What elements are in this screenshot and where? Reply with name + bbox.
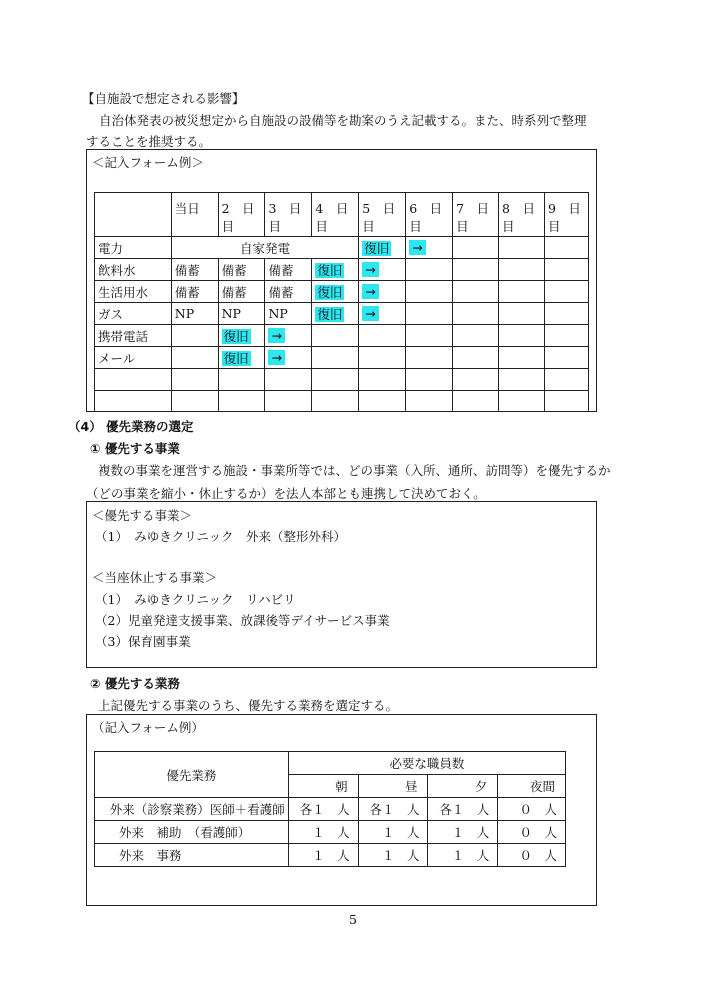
section4-title: （4） 優先業務の選定 — [68, 419, 194, 434]
cell-empty — [359, 347, 406, 369]
impact-header-corner — [95, 193, 172, 237]
cell-empty — [544, 259, 588, 281]
staff-header-row — [95, 752, 566, 775]
arrow-right-icon: → — [362, 306, 378, 321]
task-name: 外来（診察業務）医師＋看護師 — [95, 798, 289, 821]
impact-para-line2: することを推奨する。 — [86, 134, 212, 149]
impact-header-day6-bottom: 目 — [409, 219, 422, 234]
impact-header-day7 — [453, 193, 499, 237]
staff-table — [94, 751, 566, 867]
cell-stock: 備蓄 — [218, 259, 265, 281]
cell-empty — [406, 325, 453, 347]
impact-header-day4-top: 4 日 — [315, 201, 349, 216]
sub1-para-line2: （どの事業を縮小・休止するか）を法人本部とも連携して決めておく。 — [86, 486, 486, 501]
impact-header-day5 — [359, 193, 406, 237]
table-row — [95, 844, 566, 867]
task-col-header: 優先業務 — [95, 752, 289, 798]
suspend-item-1: （1） みゆきクリニック リハビリ — [95, 592, 296, 607]
cell-empty — [499, 325, 545, 347]
suspend-item-3: （3）保育園事業 — [95, 634, 191, 649]
cell-empty — [171, 325, 218, 347]
table-row — [95, 237, 589, 259]
staff-count: ０ 人 — [498, 821, 566, 844]
impact-header-day6 — [406, 193, 453, 237]
cell-empty — [544, 347, 588, 369]
restore-highlight: 復旧 — [223, 350, 249, 366]
restore-highlight: 復旧 — [317, 284, 343, 300]
cell-empty — [312, 325, 359, 347]
staff-count: 各１ 人 — [288, 798, 358, 821]
row-label: 飲料水 — [95, 259, 172, 281]
impact-header-day7-bottom: 目 — [456, 219, 469, 234]
cell-arrow — [359, 281, 406, 303]
task-name: 外来 事務 — [95, 844, 289, 867]
impact-header-day4 — [312, 193, 359, 237]
cell-empty — [499, 259, 545, 281]
cell-arrow — [265, 347, 312, 369]
table-row — [95, 347, 589, 369]
staff-group-header: 必要な職員数 — [288, 752, 565, 775]
cell-empty — [499, 237, 545, 259]
impact-header-day6-top: 6 日 — [409, 201, 443, 216]
cell-restore — [312, 281, 359, 303]
impact-header-day2-top: 2 日 — [221, 201, 255, 216]
table-row — [95, 798, 566, 821]
cell-arrow — [359, 259, 406, 281]
cell-stock: 備蓄 — [171, 259, 218, 281]
staff-count: １ 人 — [358, 844, 428, 867]
row-label: 携帯電話 — [95, 325, 172, 347]
cell-np: NP — [171, 303, 218, 325]
cell-private-generation: 自家発電 — [171, 237, 359, 259]
cell-empty — [359, 325, 406, 347]
impact-para-line1: 自治体発表の被災想定から自施設の設備等を勘案のうえ記載する。また、時系列で整理 — [99, 113, 587, 128]
cell-np: NP — [265, 303, 312, 325]
cell-empty — [499, 347, 545, 369]
task-name: 外来 補助 （看護師） — [95, 821, 289, 844]
cell-empty — [544, 281, 588, 303]
time-morning: 朝 — [288, 775, 358, 798]
page-number: 5 — [349, 912, 357, 927]
row-label: 電力 — [95, 237, 172, 259]
impact-header-day8-bottom: 目 — [502, 219, 515, 234]
arrow-right-icon: → — [268, 328, 284, 343]
restore-highlight: 復旧 — [364, 240, 390, 256]
time-noon: 昼 — [358, 775, 428, 798]
impact-header-day3 — [265, 193, 312, 237]
cell-empty — [544, 325, 588, 347]
table-row — [95, 303, 589, 325]
sub2-para: 上記優先する事業のうち、優先する業務を選定する。 — [98, 698, 399, 713]
impact-header-day4-bottom: 目 — [315, 219, 328, 234]
impact-header-day8-top: 8 日 — [502, 201, 535, 216]
impact-header-day7-top: 7 日 — [456, 201, 490, 216]
staff-count: １ 人 — [428, 821, 498, 844]
task-form-label: （記入フォーム例） — [92, 720, 204, 735]
table-row — [95, 259, 589, 281]
cell-restore — [218, 325, 265, 347]
cell-stock: 備蓄 — [171, 281, 218, 303]
row-label: ガス — [95, 303, 172, 325]
impact-header-day5-top: 5 日 — [362, 201, 396, 216]
cell-restore — [312, 303, 359, 325]
row-label: 生活用水 — [95, 281, 172, 303]
staff-count: １ 人 — [358, 821, 428, 844]
table-row-empty — [95, 391, 589, 412]
restore-highlight: 復旧 — [317, 306, 343, 322]
sub1-para-line1: 複数の事業を運営する施設・事業所等では、どの事業（入所、通所、訪問等）を優先するか — [98, 463, 611, 478]
sub2-title: ② 優先する業務 — [90, 676, 180, 691]
arrow-right-icon: → — [362, 284, 378, 299]
restore-highlight: 復旧 — [223, 328, 249, 344]
priority-item-1: （1） みゆきクリニック 外来（整形外科） — [95, 529, 346, 544]
staff-count: 各１ 人 — [428, 798, 498, 821]
impact-table — [94, 192, 589, 412]
cell-arrow — [406, 237, 453, 259]
impact-title: 【自施設で想定される影響】 — [82, 91, 245, 106]
cell-arrow — [359, 303, 406, 325]
cell-restore — [312, 259, 359, 281]
cell-empty — [453, 303, 499, 325]
priority-label: ＜優先する事業＞ — [92, 508, 193, 523]
cell-empty — [453, 347, 499, 369]
impact-header-day3-top: 3 日 — [268, 201, 302, 216]
impact-header-day3-bottom: 目 — [268, 219, 281, 234]
cell-empty — [406, 347, 453, 369]
staff-count: １ 人 — [288, 844, 358, 867]
cell-empty — [406, 281, 453, 303]
table-row — [95, 821, 566, 844]
cell-restore — [359, 237, 406, 259]
sub1-title: ① 優先する事業 — [90, 441, 180, 456]
suspend-label: ＜当座休止する事業＞ — [92, 570, 218, 585]
cell-empty — [453, 325, 499, 347]
row-label: メール — [95, 347, 172, 369]
cell-empty — [171, 347, 218, 369]
time-evening: 夕 — [428, 775, 498, 798]
impact-header-row — [95, 193, 589, 237]
arrow-right-icon: → — [409, 240, 425, 255]
cell-stock: 備蓄 — [265, 259, 312, 281]
impact-form-label: ＜記入フォーム例＞ — [92, 155, 204, 170]
staff-count: ０ 人 — [498, 798, 566, 821]
staff-count: １ 人 — [428, 844, 498, 867]
impact-header-day2-bottom: 目 — [221, 219, 235, 234]
cell-empty — [544, 237, 588, 259]
cell-empty — [406, 303, 453, 325]
suspend-item-2: （2）児童発達支援事業、放課後等デイサービス事業 — [95, 613, 390, 628]
table-row — [95, 281, 589, 303]
cell-empty — [453, 281, 499, 303]
impact-header-day9 — [544, 193, 588, 237]
cell-empty — [453, 259, 499, 281]
arrow-right-icon: → — [362, 262, 378, 277]
cell-restore — [218, 347, 265, 369]
staff-count: １ 人 — [288, 821, 358, 844]
impact-header-day5-bottom: 目 — [362, 219, 375, 234]
impact-header-day8 — [499, 193, 545, 237]
restore-highlight: 復旧 — [317, 262, 343, 278]
time-night: 夜間 — [498, 775, 566, 798]
staff-count: ０ 人 — [498, 844, 566, 867]
impact-header-day2 — [218, 193, 265, 237]
cell-empty — [312, 347, 359, 369]
cell-np: NP — [218, 303, 265, 325]
impact-header-day9-top: 9 日 — [547, 201, 581, 216]
table-row — [95, 325, 589, 347]
cell-empty — [499, 281, 545, 303]
cell-empty — [453, 237, 499, 259]
arrow-right-icon: → — [268, 350, 284, 365]
impact-header-day9-bottom: 目 — [547, 219, 561, 234]
cell-empty — [499, 303, 545, 325]
cell-empty — [544, 303, 588, 325]
cell-empty — [406, 259, 453, 281]
cell-arrow — [265, 325, 312, 347]
cell-stock: 備蓄 — [218, 281, 265, 303]
cell-stock: 備蓄 — [265, 281, 312, 303]
table-row-empty — [95, 369, 589, 391]
staff-count: 各１ 人 — [358, 798, 428, 821]
impact-header-day0: 当日 — [171, 193, 218, 237]
